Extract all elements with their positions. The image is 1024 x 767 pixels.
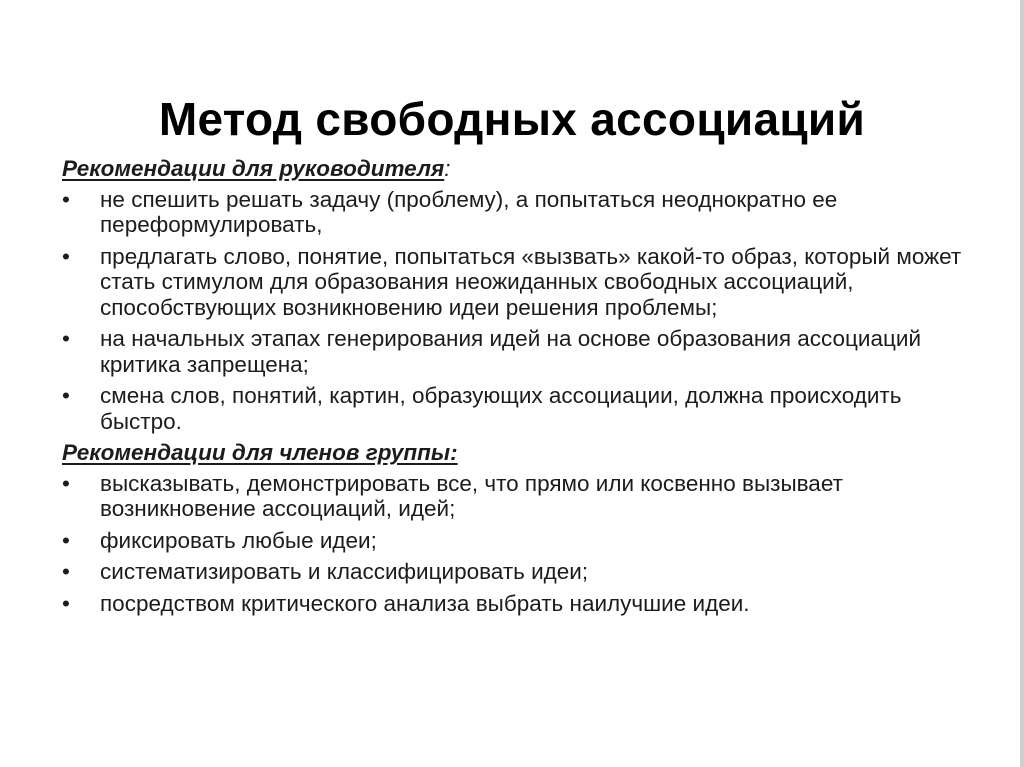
bullet-icon: • — [62, 186, 70, 212]
bullet-list — [62, 187, 962, 435]
bullet-icon: • — [62, 243, 70, 269]
section-heading-text: Рекомендации для руководителя — [62, 156, 445, 181]
section-leader-recommendations — [62, 156, 962, 434]
section-heading — [62, 440, 962, 466]
bullet-list — [62, 471, 962, 617]
list-item — [62, 326, 962, 377]
list-item — [62, 559, 962, 585]
bullet-icon: • — [62, 470, 70, 496]
list-item — [62, 187, 962, 238]
page-title: Метод свободных ассоциаций — [158, 92, 866, 145]
bullet-icon: • — [62, 527, 70, 553]
list-item-text: высказывать, демонстрировать все, что прямо или косвенно вызывает возникновение ассоциаций, идей; — [100, 470, 843, 521]
list-item — [62, 591, 962, 617]
section-group-recommendations — [62, 440, 962, 616]
list-item — [62, 528, 962, 554]
list-item — [62, 383, 962, 434]
bullet-icon: • — [62, 383, 70, 408]
list-item — [62, 244, 962, 321]
list-item-text: на начальных этапах генерирования идей на основе образования ассоциаций критика запрещена; — [100, 326, 922, 377]
list-item-text: посредством критического анализа выбрать наилучшие идеи. — [100, 590, 750, 616]
list-item-text: фиксировать любые идеи; — [100, 527, 377, 553]
section-heading — [62, 156, 962, 182]
list-item-text: не спешить решать задачу (проблему), а попытаться неоднократно ее переформулировать, — [100, 186, 838, 237]
list-item-text: предлагать слово, понятие, попытаться «вызвать» какой-то образ, который может стать стимулом для образования неожиданных свободных ассоциаций, способствующих возникновению идеи решения проблемы; — [100, 243, 962, 320]
list-item-text: смена слов, понятий, картин, образующих ассоциации, должна происходить быстро. — [100, 383, 902, 434]
section-heading-text: Рекомендации для членов группы: — [62, 440, 458, 465]
bullet-icon: • — [62, 559, 70, 584]
section-heading-suffix: : — [444, 156, 451, 181]
list-item-text: систематизировать и классифицировать идеи; — [100, 559, 589, 584]
bullet-icon: • — [62, 590, 70, 616]
list-item — [62, 471, 962, 522]
bullet-icon: • — [62, 326, 70, 351]
slide-content — [62, 156, 962, 622]
